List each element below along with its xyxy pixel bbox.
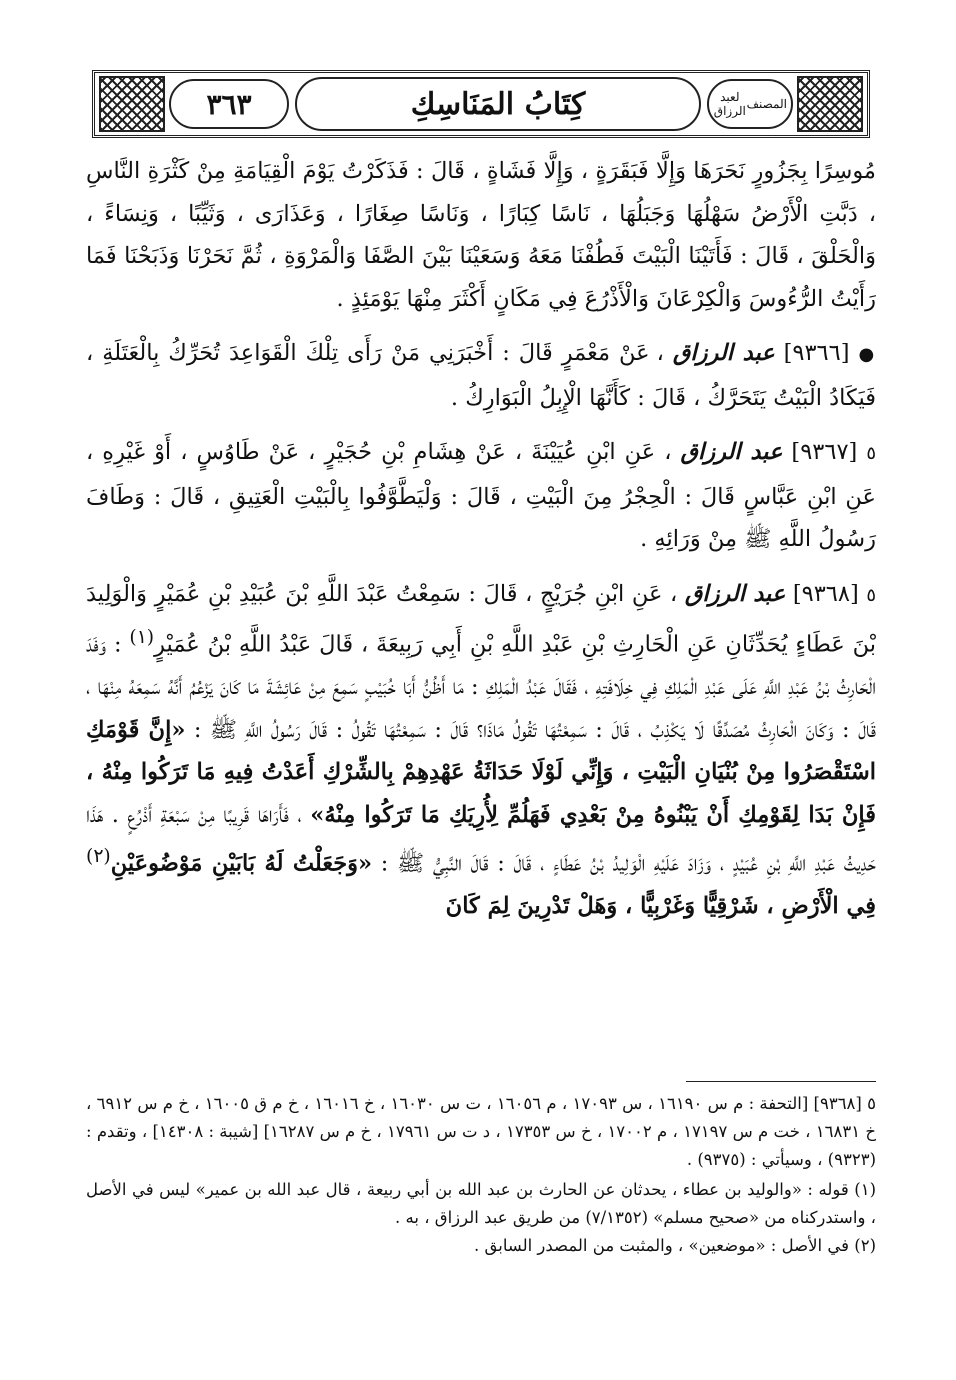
hadith-9366	[86, 332, 876, 419]
ornament-right	[797, 76, 863, 132]
prophetic-quote-b: «وَجَعَلْتُ لَهُ بَابَيْنِ مَوْضُوعَيْنِ	[110, 850, 373, 877]
footnote-2: (٢) في الأصل : «موضعين» ، والمثبت من المصدر السابق .	[473, 1236, 876, 1255]
takhrij-note	[86, 1090, 876, 1174]
main-text	[86, 150, 876, 940]
prophetic-quote-c: فِي الْأَرْضِ ، شَرْقِيًّا وَغَرْبِيًّا ، وَهَلْ تَدْرِينَ لِمَ كَانَ	[445, 893, 876, 919]
narrator-name: عبد الرزاق	[684, 580, 786, 607]
narrator-name: عبد الرزاق	[672, 340, 775, 366]
paragraph-continuation: مُوسِرًا بِجَزُورٍ نَحَرَهَا وَإِلَّا فَبَقَرَةٍ ، وَإِلَّا فَشَاةٍ ، قَالَ : فَذَكَرْتُ يَوْمَ الْقِيَامَةِ مِنْ كَثْرَةِ النَّاسِ ، دَبَّتِ الْأَرْضُ سَهْلُهَا وَجَبَلُهَا ، نَاسًا كِبَارًا ، وَنَاسًا صِغَارًا ، وَعَذَارَى ، وَثَيِّبًا ، وَنِسَاءً ، وَالْحَلْقَ ، قَالَ : فَأَتَيْنَا الْبَيْتَ فَطُفْنَا مَعَهُ وَسَعَيْنَا بَيْنَ الصَّفَا وَالْمَرْوَةِ ، ثُمَّ نَحَرْنَا وَذَبَحْنَا فَمَا رَأَيْتُ الرُّءُوسَ وَالْكِرْعَانَ وَالْأَذْرُعَ فِي مَكَانٍ أَكْثَرَ مِنْهَا يَوْمَئِذٍ .	[86, 158, 876, 312]
footnote-ref-2[interactable]: (٢)	[86, 846, 111, 867]
hadith-number: [٩٣٦٦]	[783, 340, 850, 366]
ornament-left	[99, 76, 165, 132]
page-header	[92, 70, 870, 138]
footnote-1: (١) قوله : «والوليد بن عطاء ، يحدثان عن الحارث بن عبد الله بن أبي ربيعة ، قال عبد الله بن عمير» ليس في الأصل ، واستدركناه من «صحيح مسلم» (٧/١٣٥٢) من طريق عبد الرزاق ، به .	[86, 1180, 876, 1227]
book-title: كِتَابُ المَنَاسِكِ	[295, 77, 701, 131]
footnotes	[86, 1090, 876, 1260]
hadith-text-c: ، فَأَرَاهَا قَرِيبًا مِنْ سَبْعَةِ أَذْرُعٍ . هَذَا حَدِيثُ عَبْدِ اللَّهِ بْنِ عُبَيْدٍ ، وَزَادَ عَلَيْهِ الْوَلِيدُ بْنُ عَطَاءٍ ، قَالَ : قَالَ النَّبِيُّ ﷺ :	[86, 801, 877, 877]
book-seal-logo	[707, 79, 793, 129]
hadith-text: ، عَنْ مَعْمَرٍ قَالَ : أَخْبَرَنِي مَنْ رَأَى تِلْكَ الْقَوَاعِدَ تُحَرِّكُ بِالْعَتَلَةِ ، فَيَكَادُ الْبَيْتُ يَتَحَرَّكُ ، قَالَ : كَأَنَّهَا الْإِبِلُ الْبَوَارِكُ .	[86, 340, 876, 411]
seal-line-1: المصنف	[746, 97, 787, 111]
narrator-name: عبد الرزاق	[680, 439, 783, 465]
takhrij-text: [٩٣٦٨] [التحفة : م س ١٦١٩٠ ، س ١٧٠٩٣ ، م ١٦٠٥٦ ، ت س ١٦٠٣٠ ، خ ١٦٠١٦ ، خ م ق ١٦٠٠٥ ، خ م س ٦٩١٢ ، خ ١٦٨٣١ ، خت م س ١٧١٩٧ ، م ١٧٠٠٢ ، خ س ١٧٣٥٣ ، د ت س ١٧٩٦١ ، خ م س ١٦٢٨٧] [شيبة : ١٤٣٠٨] ، وتقدم : (٩٣٢٣) ، وسيأتي : (٩٣٧٥) .	[86, 1094, 877, 1169]
hadith-9367	[86, 431, 876, 561]
hadith-text-b: : وَفَدَ الْحَارِثُ بْنُ عَبْدِ اللَّهِ عَلَى عَبْدِ الْمَلِكِ فِي خِلَافَتِهِ ، فَقَالَ عَبْدُ الْمَلِكِ : مَا أَظُنُّ أَبَا خُبَيْبٍ سَمِعَ مِنْ عَائِشَةَ مَا كَانَ يَزْعُمُ أَنَّهُ سَمِعَهُ مِنْهَا ، قَالَ : وَكَانَ الْحَارِثُ مُصَدِّقًا لَا يَكْذِبُ ، قَالَ : سَمِعْتُهَا تَقُولُ مَاذَا؟ قَالَ : سَمِعْتُهَا تَقُولُ : قَالَ رَسُولُ اللَّهِ ﷺ :	[86, 631, 876, 743]
circle-marker: ٥	[867, 1094, 877, 1113]
footnote-divider	[686, 1081, 876, 1082]
seal-line-2: لعبد الرزاق	[713, 90, 746, 118]
page-number: ٣٦٣	[169, 79, 289, 129]
hadith-text-a: ، عَنِ ابْنِ جُرَيْجٍ ، قَالَ : سَمِعْتُ عَبْدَ اللَّهِ بْنَ عُبَيْدِ بْنِ عُمَيْرٍ وَالْوَلِيدَ بْنَ عَطَاءٍ يُحَدِّثَانِ عَنِ الْحَارِثِ بْنِ عَبْدِ اللَّهِ بْنِ أَبِي رَبِيعَةَ ، قَالَ عَبْدُ اللَّهِ بْنُ عُمَيْرٍ	[86, 580, 876, 658]
hadith-number: [٩٣٦٧]	[791, 439, 858, 465]
circle-marker: ٥	[866, 443, 877, 464]
prophetic-quote-a: «إِنَّ قَوْمَكِ اسْتَقْصَرُوا مِنْ بُنْيَانِ الْبَيْتِ ، وَإِنِّي لَوْلَا حَدَاثَةُ عَهْدِهِمْ بِالشِّرْكِ أَعَدْتُ فِيهِ مَا تَرَكُوا مِنْهُ ، فَإِنْ بَدَا لِقَوْمِكِ أَنْ يَبْنُوهُ مِنْ بَعْدِي فَهَلُمِّ لِأُرِيَكِ مَا تَرَكُوا مِنْهُ»	[86, 716, 877, 828]
bullet-marker: ●	[858, 344, 876, 365]
hadith-9368	[86, 573, 876, 928]
hadith-number: [٩٣٦٨]	[792, 580, 859, 607]
footnote-ref-1[interactable]: (١)	[129, 627, 155, 648]
hadith-text: ، عَنِ ابْنِ عُيَيْنَةَ ، عَنْ هِشَامِ بْنِ حُجَيْرٍ ، عَنْ طَاوُسٍ ، أَوْ غَيْرِهِ ، عَنِ ابْنِ عَبَّاسٍ قَالَ : الْحِجْرُ مِنَ الْبَيْتِ ، قَالَ : وَلْيَطَّوَّفُوا بِالْبَيْتِ الْعَتِيقِ ، قَالَ : وَطَافَ رَسُولُ اللَّهِ ﷺ مِنْ وَرَائِهِ .	[86, 439, 876, 552]
circle-marker: ٥	[866, 584, 877, 606]
